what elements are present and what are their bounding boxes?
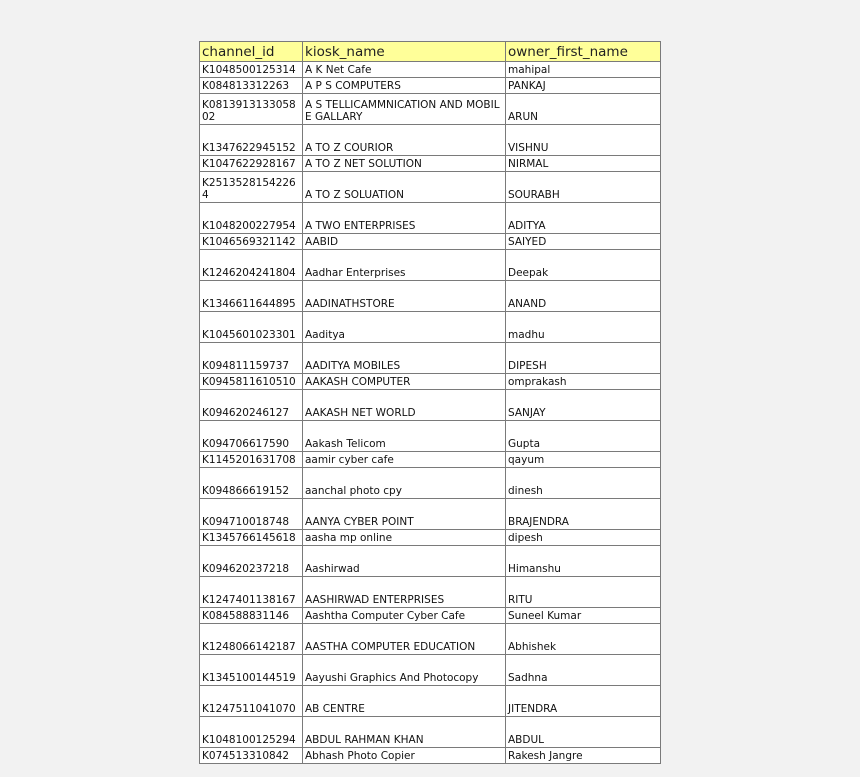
table-row (200, 452, 661, 468)
cell-owner-first-name: NIRMAL (506, 156, 661, 172)
cell-channel-id: K1145201631708 (200, 452, 303, 468)
cell-owner-first-name: madhu (506, 312, 661, 343)
cell-kiosk-name: AAKASH COMPUTER (303, 374, 506, 390)
cell-owner-first-name: RITU (506, 577, 661, 608)
cell-channel-id: K1045601023301 (200, 312, 303, 343)
cell-kiosk-name: A S TELLICAMMNICATION AND MOBILE GALLARY (303, 94, 506, 125)
table-row (200, 390, 661, 421)
cell-owner-first-name: ABDUL (506, 717, 661, 748)
cell-kiosk-name: A TO Z SOLUATION (303, 172, 506, 203)
cell-owner-first-name: dinesh (506, 468, 661, 499)
cell-channel-id: K1345766145618 (200, 530, 303, 546)
cell-channel-id: K0945811610510 (200, 374, 303, 390)
cell-owner-first-name: ADITYA (506, 203, 661, 234)
cell-channel-id: K094811159737 (200, 343, 303, 374)
cell-kiosk-name: Aashtha Computer Cyber Cafe (303, 608, 506, 624)
cell-kiosk-name: AB CENTRE (303, 686, 506, 717)
cell-owner-first-name: ARUN (506, 94, 661, 125)
cell-kiosk-name: Aadhar Enterprises (303, 250, 506, 281)
cell-owner-first-name: Gupta (506, 421, 661, 452)
table-row (200, 546, 661, 577)
table-row (200, 499, 661, 530)
table-row (200, 577, 661, 608)
cell-owner-first-name: dipesh (506, 530, 661, 546)
cell-owner-first-name: ANAND (506, 281, 661, 312)
cell-kiosk-name: AASHIRWAD ENTERPRISES (303, 577, 506, 608)
table-row (200, 624, 661, 655)
cell-owner-first-name: mahipal (506, 62, 661, 78)
cell-kiosk-name: aanchal photo cpy (303, 468, 506, 499)
table-row (200, 530, 661, 546)
cell-channel-id: K1246204241804 (200, 250, 303, 281)
cell-channel-id: K1047622928167 (200, 156, 303, 172)
table-row (200, 78, 661, 94)
cell-owner-first-name: Himanshu (506, 546, 661, 577)
table-body (200, 62, 661, 764)
cell-kiosk-name: A P S COMPUTERS (303, 78, 506, 94)
table-row (200, 94, 661, 125)
cell-owner-first-name: qayum (506, 452, 661, 468)
cell-owner-first-name: Sadhna (506, 655, 661, 686)
table-row (200, 421, 661, 452)
cell-owner-first-name: BRAJENDRA (506, 499, 661, 530)
table-row (200, 125, 661, 156)
cell-owner-first-name: Suneel Kumar (506, 608, 661, 624)
column-header-channel-id: channel_id (200, 42, 303, 62)
cell-channel-id: K1247511041070 (200, 686, 303, 717)
cell-channel-id: K1347622945152 (200, 125, 303, 156)
cell-owner-first-name: JITENDRA (506, 686, 661, 717)
cell-owner-first-name: SAIYED (506, 234, 661, 250)
cell-kiosk-name: AABID (303, 234, 506, 250)
cell-channel-id: K1048500125314 (200, 62, 303, 78)
cell-kiosk-name: AASTHA COMPUTER EDUCATION (303, 624, 506, 655)
spreadsheet-table (199, 41, 661, 764)
cell-kiosk-name: AANYA CYBER POINT (303, 499, 506, 530)
table-row (200, 250, 661, 281)
cell-kiosk-name: Abhash Photo Copier (303, 748, 506, 764)
cell-kiosk-name: A TO Z NET SOLUTION (303, 156, 506, 172)
table-row (200, 156, 661, 172)
header-row (200, 42, 661, 62)
cell-kiosk-name: A TWO ENTERPRISES (303, 203, 506, 234)
cell-owner-first-name: SANJAY (506, 390, 661, 421)
table-row (200, 62, 661, 78)
cell-owner-first-name: DIPESH (506, 343, 661, 374)
table-row (200, 343, 661, 374)
cell-channel-id: K1345100144519 (200, 655, 303, 686)
cell-channel-id: K094866619152 (200, 468, 303, 499)
cell-channel-id: K2513528154226 4 (200, 172, 303, 203)
cell-channel-id: K084588831146 (200, 608, 303, 624)
cell-kiosk-name: A K Net Cafe (303, 62, 506, 78)
table-row (200, 312, 661, 343)
table-row (200, 374, 661, 390)
table-row (200, 655, 661, 686)
cell-kiosk-name: A TO Z COURIOR (303, 125, 506, 156)
table-row (200, 717, 661, 748)
column-header-owner-first-name: owner_first_name (506, 42, 661, 62)
cell-kiosk-name: aasha mp online (303, 530, 506, 546)
table-row (200, 748, 661, 764)
cell-owner-first-name: Rakesh Jangre (506, 748, 661, 764)
cell-kiosk-name: Aayushi Graphics And Photocopy (303, 655, 506, 686)
cell-owner-first-name: omprakash (506, 374, 661, 390)
cell-owner-first-name: VISHNU (506, 125, 661, 156)
cell-kiosk-name: Aakash Telicom (303, 421, 506, 452)
cell-channel-id: K1247401138167 (200, 577, 303, 608)
table-row (200, 686, 661, 717)
table-row (200, 234, 661, 250)
cell-channel-id: K0813913133058 02 (200, 94, 303, 125)
cell-kiosk-name: AADINATHSTORE (303, 281, 506, 312)
cell-channel-id: K094710018748 (200, 499, 303, 530)
cell-kiosk-name: aamir cyber cafe (303, 452, 506, 468)
cell-channel-id: K094620246127 (200, 390, 303, 421)
cell-kiosk-name: AADITYA MOBILES (303, 343, 506, 374)
cell-kiosk-name: AAKASH NET WORLD (303, 390, 506, 421)
table-row (200, 281, 661, 312)
cell-channel-id: K094620237218 (200, 546, 303, 577)
cell-owner-first-name: Deepak (506, 250, 661, 281)
table-row (200, 468, 661, 499)
cell-channel-id: K074513310842 (200, 748, 303, 764)
table-row (200, 172, 661, 203)
cell-kiosk-name: ABDUL RAHMAN KHAN (303, 717, 506, 748)
cell-channel-id: K1048200227954 (200, 203, 303, 234)
cell-owner-first-name: Abhishek (506, 624, 661, 655)
cell-kiosk-name: Aaditya (303, 312, 506, 343)
cell-channel-id: K1346611644895 (200, 281, 303, 312)
cell-channel-id: K084813312263 (200, 78, 303, 94)
cell-owner-first-name: PANKAJ (506, 78, 661, 94)
column-header-kiosk-name: kiosk_name (303, 42, 506, 62)
cell-channel-id: K1248066142187 (200, 624, 303, 655)
cell-channel-id: K1046569321142 (200, 234, 303, 250)
cell-channel-id: K1048100125294 (200, 717, 303, 748)
cell-channel-id: K094706617590 (200, 421, 303, 452)
table-row (200, 608, 661, 624)
cell-kiosk-name: Aashirwad (303, 546, 506, 577)
table-row (200, 203, 661, 234)
cell-owner-first-name: SOURABH (506, 172, 661, 203)
